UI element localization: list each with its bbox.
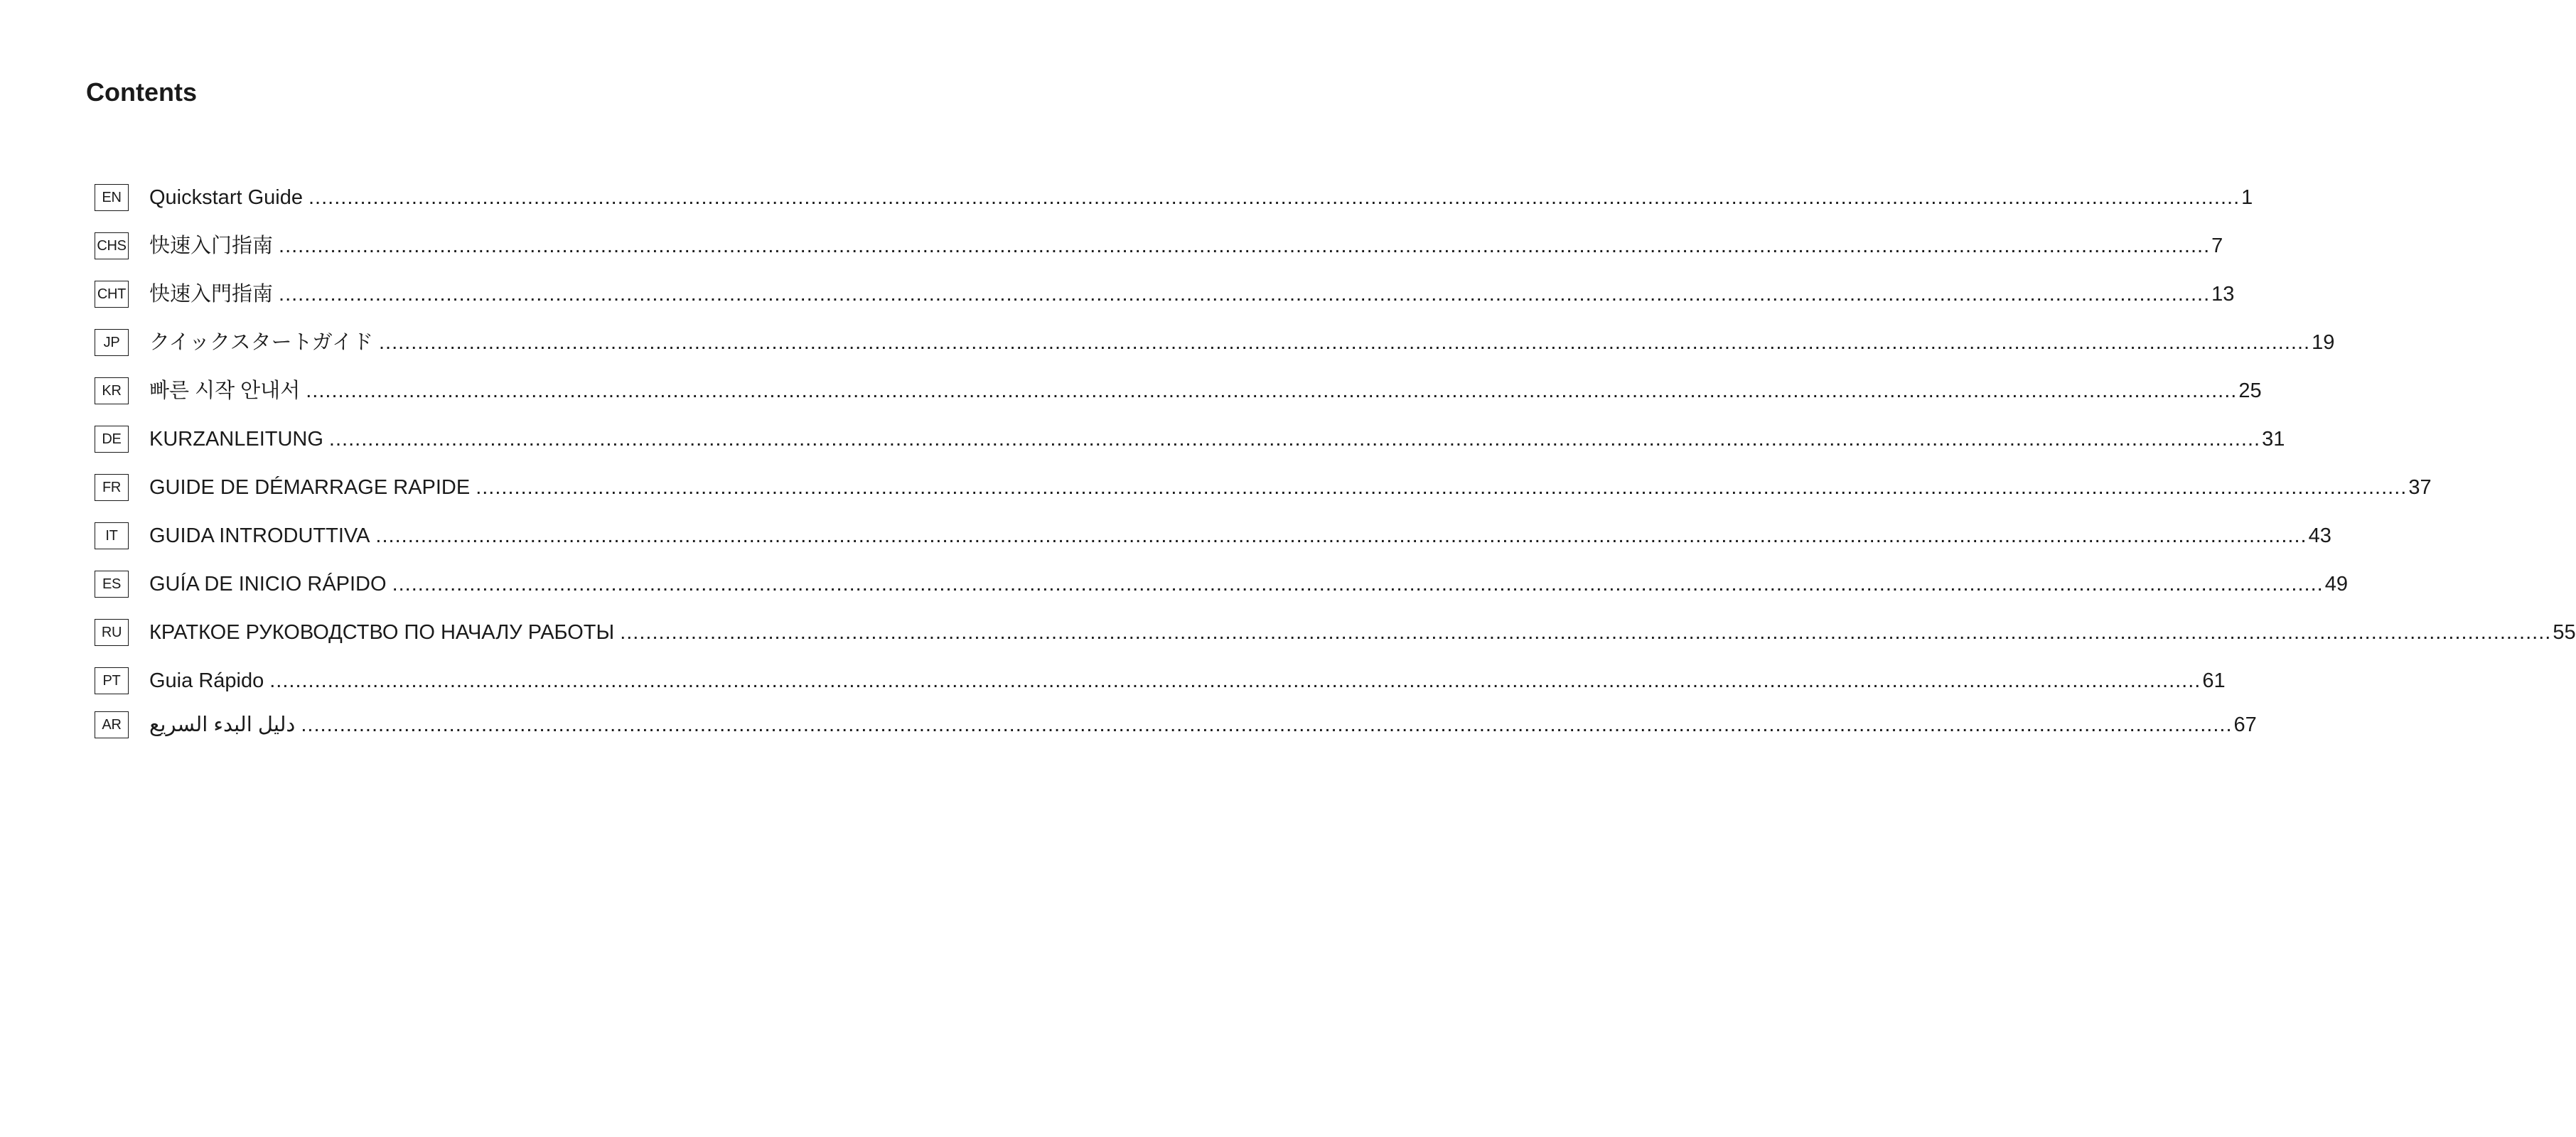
toc-entry-es[interactable] xyxy=(95,570,2348,598)
entry-title: Quickstart Guide xyxy=(149,186,303,209)
toc-entry-ar[interactable] xyxy=(95,711,2257,739)
dot-leader: ............................................................................................................................................................................................................................................................................................................ xyxy=(279,283,2211,306)
dot-leader: ............................................................................................................................................................................................................................................................................................................ xyxy=(375,524,2307,547)
page-number: 43 xyxy=(2308,524,2331,547)
entry-title: 빠른 시작 안내서 xyxy=(149,379,301,402)
entry-title: GUÍA DE INICIO RÁPIDO xyxy=(149,573,387,596)
page-number: 7 xyxy=(2211,235,2223,257)
language-code-badge: DE xyxy=(95,426,129,453)
toc-entry-cht[interactable] xyxy=(95,280,2235,308)
page-number: 49 xyxy=(2324,573,2348,596)
table-of-contents xyxy=(95,183,2576,759)
language-code-badge: CHS xyxy=(95,232,129,259)
entry-title: КРАТКОЕ РУКОВОДСТВО ПО НАЧАЛУ РАБОТЫ xyxy=(149,621,615,644)
language-code-badge: KR xyxy=(95,377,129,404)
language-code-badge: JP xyxy=(95,329,129,356)
language-code-badge: IT xyxy=(95,522,129,549)
page-number: 61 xyxy=(2202,669,2226,692)
dot-leader: ............................................................................................................................................................................................................................................................................................................ xyxy=(378,331,2311,354)
dot-leader: ............................................................................................................................................................................................................................................................................................................ xyxy=(301,713,2233,736)
entry-title: Guia Rápido xyxy=(149,669,264,692)
page-number: 19 xyxy=(2312,331,2335,354)
language-code-badge: ES xyxy=(95,571,129,598)
toc-entry-pt[interactable] xyxy=(95,667,2226,695)
language-code-badge: AR xyxy=(95,711,129,738)
dot-leader: ............................................................................................................................................................................................................................................................................................................ xyxy=(392,573,2324,596)
dot-leader: ............................................................................................................................................................................................................................................................................................................ xyxy=(328,428,2261,451)
dot-leader: ............................................................................................................................................................................................................................................................................................................ xyxy=(476,476,2408,499)
toc-entry-kr[interactable] xyxy=(95,377,2262,405)
page-number: 31 xyxy=(2262,428,2285,451)
dot-leader: ............................................................................................................................................................................................................................................................................................................ xyxy=(306,379,2238,402)
dot-leader: ............................................................................................................................................................................................................................................................................................................ xyxy=(620,621,2552,644)
entry-title: GUIDE DE DÉMARRAGE RAPIDE xyxy=(149,476,471,499)
entry-title: クイックスタートガイド xyxy=(149,331,373,354)
page-number: 67 xyxy=(2233,713,2257,736)
dot-leader: ............................................................................................................................................................................................................................................................................................................ xyxy=(308,186,2240,209)
toc-entry-fr[interactable] xyxy=(95,473,2432,502)
toc-entry-de[interactable] xyxy=(95,425,2285,453)
entry-title: 快速入门指南 xyxy=(149,235,274,257)
entry-title: 快速入門指南 xyxy=(149,283,274,306)
toc-entry-ru[interactable] xyxy=(95,618,2576,647)
language-code-badge: PT xyxy=(95,667,129,694)
page-number: 13 xyxy=(2211,283,2235,306)
dot-leader: ............................................................................................................................................................................................................................................................................................................ xyxy=(269,669,2201,692)
dot-leader: ............................................................................................................................................................................................................................................................................................................ xyxy=(279,235,2211,257)
entry-title: دليل البدء السريع xyxy=(149,713,296,736)
page-number: 25 xyxy=(2238,379,2262,402)
language-code-badge: EN xyxy=(95,184,129,211)
toc-entry-en[interactable] xyxy=(95,183,2253,212)
entry-title: KURZANLEITUNG xyxy=(149,428,323,451)
toc-entry-it[interactable] xyxy=(95,522,2331,550)
page-title: Contents xyxy=(86,77,197,107)
language-code-badge: RU xyxy=(95,619,129,646)
toc-entry-jp[interactable] xyxy=(95,328,2335,357)
toc-entry-chs[interactable] xyxy=(95,232,2223,260)
page-number: 1 xyxy=(2241,186,2253,209)
page-number: 55 xyxy=(2553,621,2576,644)
language-code-badge: FR xyxy=(95,474,129,501)
entry-title: GUIDA INTRODUTTIVA xyxy=(149,524,370,547)
page-number: 37 xyxy=(2408,476,2432,499)
language-code-badge: CHT xyxy=(95,281,129,308)
